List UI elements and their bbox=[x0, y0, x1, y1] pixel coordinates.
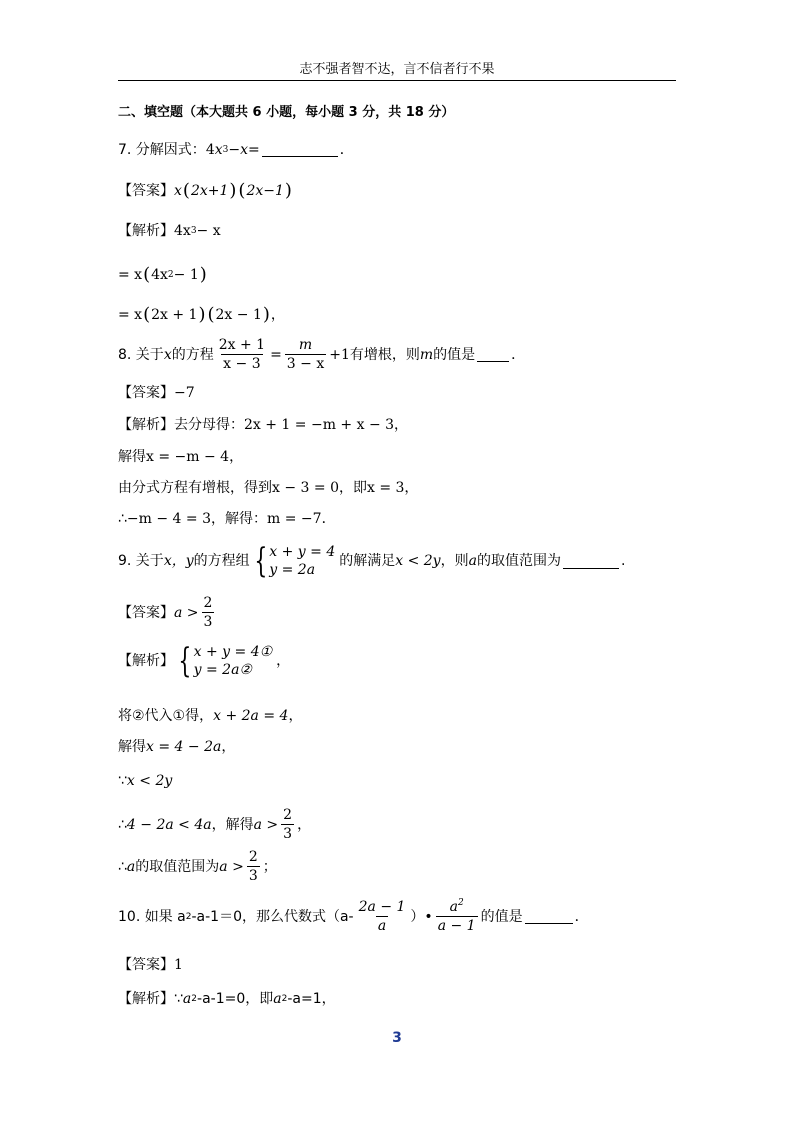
q8-s2-text: 解得 bbox=[118, 449, 146, 465]
q7-step2-b: − 1 bbox=[173, 267, 199, 283]
paren-close: ) bbox=[284, 180, 292, 201]
q7-answer-blank bbox=[262, 142, 338, 157]
q8-mid: 的方程 bbox=[171, 346, 214, 363]
q9-analysis-system-eqs bbox=[194, 645, 273, 677]
q7-step3-f2: 2x − 1 bbox=[215, 307, 262, 323]
q8-s3-text: 由分式方程有增根，得到 bbox=[118, 480, 272, 496]
q8-rhs-fraction bbox=[285, 338, 326, 371]
q8-s4-math: −m − 4 = 3 bbox=[126, 511, 212, 527]
paren-open: ( bbox=[207, 304, 215, 325]
analysis-label: 【解析】 bbox=[118, 223, 174, 239]
q9-s4-mid: ，解得 bbox=[211, 816, 254, 833]
q8-answer bbox=[118, 386, 195, 400]
q10-answer-value: 1 bbox=[174, 957, 183, 973]
q8-s4-math2: m = −7 bbox=[267, 511, 322, 527]
question-9 bbox=[118, 541, 626, 581]
q9-s5-end: ； bbox=[262, 858, 277, 875]
q10-fraction-1 bbox=[357, 900, 408, 933]
answer-label: 【答案】 bbox=[118, 385, 174, 401]
q9-analysis-5 bbox=[118, 850, 277, 883]
q8-s3-mid: ，即 bbox=[338, 480, 367, 496]
paren-open: ( bbox=[238, 180, 246, 201]
q9-s5-text: 的取值范围为 bbox=[135, 858, 220, 875]
q10-f1-den: a bbox=[377, 918, 387, 934]
q10-f1-num: 2a − 1 bbox=[358, 899, 406, 915]
q9-var-a: a bbox=[468, 553, 477, 569]
q9-s5-fraction bbox=[247, 850, 260, 883]
q9-analysis-system bbox=[118, 641, 291, 681]
q8-lhs-num: 2x + 1 bbox=[218, 337, 266, 353]
paren-open: ( bbox=[143, 304, 151, 325]
page-number: 3 bbox=[392, 1030, 402, 1046]
q8-end: 的值是 bbox=[433, 346, 476, 363]
q8-suffix: ． bbox=[511, 346, 526, 363]
q9-answer-a: a > bbox=[174, 604, 199, 621]
left-brace: { bbox=[178, 641, 192, 681]
answer-label: 【答案】 bbox=[118, 957, 174, 973]
q7-answer bbox=[118, 182, 293, 200]
q8-s3-math: x − 3 = 0 bbox=[272, 480, 339, 496]
q8-prefix: 8. 关于 bbox=[118, 346, 164, 363]
q7-step2-prefix: = x bbox=[118, 267, 143, 283]
q9-s1-end: ， bbox=[288, 708, 303, 724]
q7-step3-prefix: = x bbox=[118, 307, 143, 323]
q9-vars: x，y bbox=[163, 553, 194, 569]
q10-s1-rest2: -a=1， bbox=[287, 991, 336, 1007]
therefore-symbol: ∴ bbox=[118, 511, 127, 527]
q8-var: x bbox=[163, 346, 172, 363]
q10-prefix: 10. 如果 a bbox=[118, 908, 186, 925]
q7-analysis-1: 【解析】 4x 3 − x bbox=[118, 223, 221, 239]
header-motto: 志不强者智不达，言不信者行不果 bbox=[299, 62, 495, 77]
q9-suffix: . bbox=[620, 553, 626, 569]
q9-cond: x < 2y bbox=[395, 553, 441, 569]
q9-eq1: x + y = 4 bbox=[269, 544, 336, 560]
q9-s4-den: 3 bbox=[283, 826, 293, 842]
q8-eq: = bbox=[270, 346, 282, 363]
paren-close: ) bbox=[229, 180, 237, 201]
q9-answer-fraction bbox=[202, 596, 215, 629]
q9-sys-eq2: y = 2a② bbox=[193, 662, 252, 678]
q9-analysis-2 bbox=[118, 740, 235, 754]
q8-s1-math: 2x + 1 = −m + x − 3 bbox=[244, 417, 395, 433]
q10-suffix: ． bbox=[574, 908, 589, 925]
q7-answer-x: x bbox=[174, 183, 182, 199]
q10-end: 的值是 bbox=[480, 908, 523, 925]
q7-step2-a: 4x bbox=[151, 267, 168, 283]
q9-s5-den: 3 bbox=[248, 868, 258, 884]
q8-analysis-3 bbox=[118, 481, 418, 495]
q10-fraction-2 bbox=[436, 900, 478, 933]
q7-var2: x bbox=[240, 141, 249, 158]
q9-s2-end: ， bbox=[221, 739, 236, 755]
q7-step1-a: 4x bbox=[174, 223, 191, 239]
q10-s1-rest: -a-1=0，即 bbox=[197, 991, 274, 1007]
q9-analysis-4 bbox=[118, 808, 311, 841]
q10-f2-den: a − 1 bbox=[437, 918, 476, 934]
q8-analysis-1 bbox=[118, 418, 408, 432]
paren-close: ) bbox=[199, 264, 207, 285]
q10-cond-rest: -a-1＝0，那么代数式（a- bbox=[191, 908, 354, 925]
q9-s2-text: 解得 bbox=[118, 739, 146, 755]
q7-prefix: 7. 分解因式： bbox=[118, 141, 206, 158]
therefore-symbol: ∴ bbox=[118, 816, 127, 833]
q10-f2-num-base: a bbox=[449, 899, 458, 915]
q8-analysis-4 bbox=[118, 512, 336, 526]
q10-f2-num-exp: 2 bbox=[457, 898, 464, 908]
q9-cond-text: 的解满足 bbox=[339, 553, 396, 569]
q7-coef: 4 bbox=[205, 141, 215, 158]
q9-eq2: y = 2a bbox=[269, 562, 316, 578]
analysis-label: 【解析】 bbox=[118, 991, 174, 1007]
q9-s4-end: ， bbox=[297, 816, 312, 833]
q8-s2-end: ， bbox=[229, 449, 244, 465]
q7-step3-f1: 2x + 1 bbox=[151, 307, 198, 323]
q9-sys-end: ， bbox=[276, 653, 291, 669]
q9-answer bbox=[118, 596, 217, 629]
q8-s1-text: 去分母得： bbox=[174, 417, 244, 433]
q8-rhs-den: 3 − x bbox=[286, 356, 325, 372]
q9-s1-text: 将②代入①得， bbox=[118, 708, 214, 724]
q8-s4-mid: ，解得： bbox=[211, 511, 268, 527]
q9-answer-den: 3 bbox=[203, 614, 213, 630]
q7-step1-b: − x bbox=[196, 223, 221, 239]
therefore-symbol: ∴ bbox=[118, 858, 127, 875]
q8-s1-end: ， bbox=[394, 417, 409, 433]
q8-s3-math2: x = 3 bbox=[366, 480, 405, 496]
paren-open: ( bbox=[182, 180, 190, 201]
q8-answer-blank bbox=[477, 347, 509, 362]
analysis-label: 【解析】 bbox=[118, 653, 174, 669]
q8-s2-math: x = −m − 4 bbox=[146, 449, 230, 465]
q9-s2-math: x = 4 − 2a bbox=[146, 739, 222, 755]
q9-prefix: 9. 关于 bbox=[118, 553, 164, 569]
header-divider bbox=[118, 80, 676, 81]
q7-eq: = bbox=[248, 141, 260, 158]
q9-analysis-3 bbox=[118, 774, 172, 788]
q7-minus: − bbox=[228, 141, 241, 158]
q8-plus: +1 bbox=[329, 346, 350, 363]
because-symbol: ∵ bbox=[118, 773, 127, 789]
answer-label: 【答案】 bbox=[118, 604, 174, 621]
q8-var-m: m bbox=[419, 346, 434, 363]
q10-answer-blank bbox=[525, 909, 573, 924]
answer-label: 【答案】 bbox=[118, 183, 174, 199]
q10-answer bbox=[118, 958, 183, 972]
q8-rhs-num: m bbox=[298, 337, 313, 353]
q9-end: 的取值范围为 bbox=[476, 553, 561, 569]
q10-dot: • bbox=[424, 908, 433, 925]
q10-s1-a: a bbox=[182, 991, 192, 1007]
q9-analysis-1 bbox=[118, 709, 302, 723]
analysis-label: 【解析】 bbox=[118, 417, 174, 433]
q10-f2-num bbox=[448, 900, 466, 916]
q9-s5-math: a > bbox=[219, 858, 244, 875]
q8-after: 有增根，则 bbox=[349, 346, 420, 363]
paren-open: ( bbox=[143, 264, 151, 285]
q9-answer-blank bbox=[563, 554, 619, 569]
q7-analysis-2: = x ( 4x 2 − 1 ) bbox=[118, 264, 207, 285]
q7-answer-factor1: 2x+1 bbox=[190, 183, 229, 199]
q10-paren-close: ） bbox=[410, 908, 425, 925]
q8-lhs-den: x − 3 bbox=[223, 356, 261, 372]
q8-analysis-2 bbox=[118, 450, 243, 464]
q9-s4-fraction bbox=[281, 808, 294, 841]
q9-s5-var: a bbox=[126, 858, 136, 875]
q7-var: x bbox=[214, 141, 223, 158]
q8-lhs-fraction bbox=[217, 338, 267, 371]
because-symbol: ∵ bbox=[174, 991, 183, 1007]
question-8 bbox=[118, 338, 525, 371]
q9-mid: 的方程组 bbox=[193, 553, 250, 569]
q9-answer-num: 2 bbox=[203, 595, 213, 611]
q8-s3-end: ， bbox=[404, 480, 419, 496]
paren-close: ) bbox=[198, 304, 206, 325]
q7-step3-suffix: ， bbox=[270, 307, 285, 323]
q9-then: ，则 bbox=[440, 553, 469, 569]
q10-analysis-1: 【解析】 ∵ a 2 -a-1=0，即 a 2 -a=1， bbox=[118, 991, 336, 1007]
q9-sys-eq1: x + y = 4① bbox=[193, 644, 273, 660]
q9-system bbox=[269, 545, 335, 577]
question-7: 7. 分解因式： 4 x 3 − x = ． bbox=[118, 141, 354, 158]
q7-answer-factor2: 2x−1 bbox=[246, 183, 284, 199]
q10-s1-b: a bbox=[273, 991, 282, 1007]
q8-answer-value: −7 bbox=[174, 385, 195, 401]
q8-s4-end: ． bbox=[321, 511, 336, 527]
paren-close: ) bbox=[262, 304, 270, 325]
q9-s4-math: 4 − 2a < 4a bbox=[126, 816, 212, 833]
q7-analysis-3 bbox=[118, 306, 285, 324]
question-10: 10. 如果 a 2 -a-1＝0，那么代数式（a- $\frac{2a - 1}{a}$ ） • $\frac{a^2}{a - 1}$ 的值是 ． bbox=[118, 898, 589, 934]
section-title: 二、填空题（本大题共 6 小题，每小题 3 分，共 18 分） bbox=[118, 105, 455, 120]
q9-s3-math: x < 2y bbox=[126, 773, 173, 789]
q9-s5-num: 2 bbox=[248, 849, 258, 865]
left-brace: { bbox=[253, 541, 267, 581]
q7-suffix: ． bbox=[339, 141, 354, 158]
q9-s1-math: x + 2a = 4 bbox=[213, 708, 289, 724]
q9-s4-math2: a > bbox=[253, 816, 279, 833]
q9-s4-num: 2 bbox=[283, 807, 293, 823]
